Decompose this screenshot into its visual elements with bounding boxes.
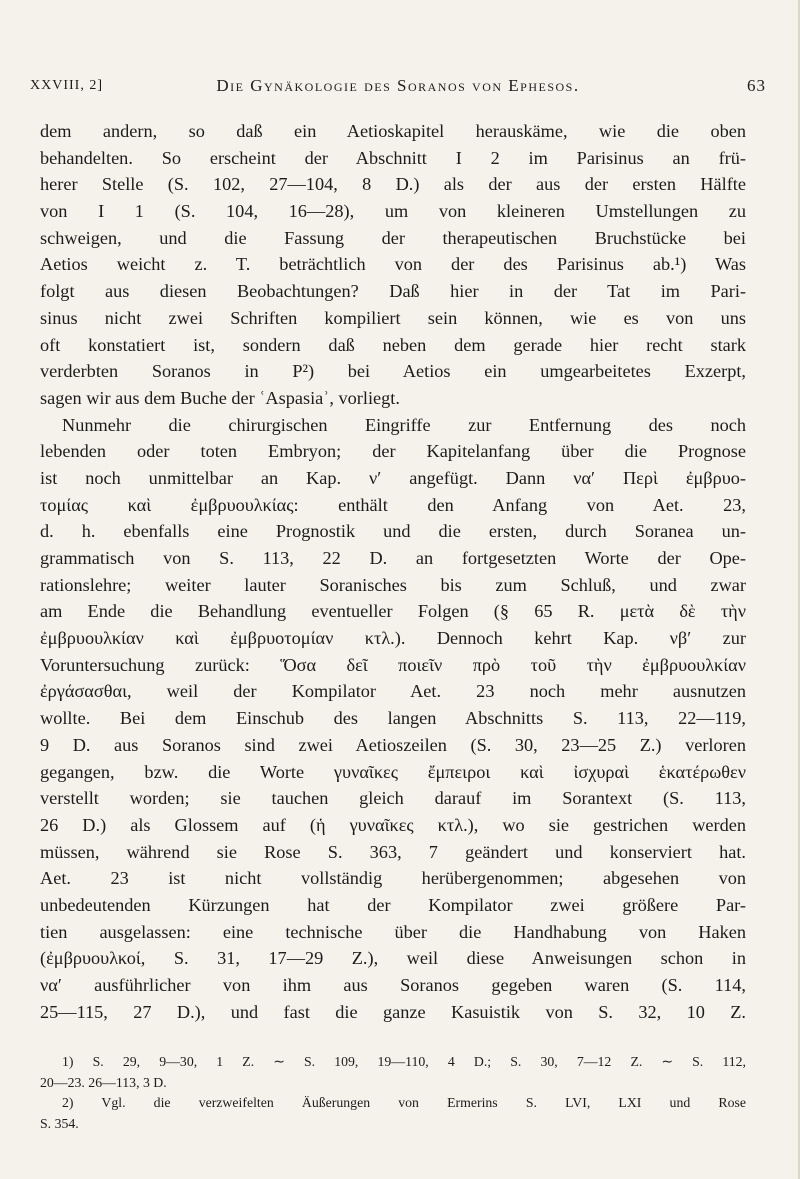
text-line: 26 D.) als Glossem auf (ἡ γυναῖκες κτλ.), wo sie gestrichen werden [40, 814, 746, 835]
text-line: sagen wir aus dem Buche der ʿAspasiaʾ, vorliegt. [40, 387, 400, 408]
text-line: oft konstatiert ist, sondern daß neben dem gerade hier recht stark [40, 334, 746, 355]
footnotes [40, 1052, 746, 1134]
running-title: Die Gynäkologie des Soranos von Ephesos. [216, 76, 580, 95]
text-line: Voruntersuchung zurück: Ὅσα δεῖ ποιεῖν πρὸ τοῦ τὴν ἐμβρυουλκίαν [40, 654, 746, 675]
text-line: d. h. ebenfalls eine Prognostik und die ersten, durch Soranea un- [40, 521, 746, 542]
text-line: wollte. Bei dem Einschub des langen Abschnitts S. 113, 22—119, [40, 708, 746, 729]
text-line: folgt aus diesen Beobachtungen? Daß hier in der Tat im Pari- [40, 281, 746, 302]
text-line: schweigen, und die Fassung der therapeutischen Bruchstücke bei [40, 227, 746, 248]
text-line: ist noch unmittelbar an Kap. ν′ angefügt. Dann να′ Περὶ ἐμβρυο- [40, 467, 746, 488]
text-line: grammatisch von S. 113, 22 D. an fortgesetzten Worte der Ope- [40, 548, 746, 568]
text-line: dem andern, so daß ein Aetioskapitel herauskäme, wie die oben [40, 121, 746, 141]
section-ref: XXVIII, 2] [30, 78, 103, 93]
text-line: müssen, während sie Rose S. 363, 7 geändert und konserviert hat. [40, 841, 746, 862]
text-line: Nunmehr die chirurgischen Eingriffe zur Entfernung des noch [62, 414, 746, 435]
text-line: lebenden oder toten Embryon; der Kapitelanfang über die Prognose [40, 441, 746, 462]
main-text [40, 118, 746, 1025]
text-line: να′ ausführlicher von ihm aus Soranos gegeben waren (S. 114, [40, 975, 746, 995]
text-line: 25—115, 27 D.), und fast die ganze Kasuistik von S. 32, 10 Z. [40, 1001, 746, 1022]
text-line: τομίας καὶ ἐμβρυουλκίας: enthält den Anfang von Aet. 23, [40, 494, 746, 515]
text-line: unbedeutenden Kürzungen hat der Kompilator zwei größere Par- [40, 894, 746, 915]
text-line: verderbten Soranos in P²) bei Aetios ein umgearbeitetes Exzerpt, [40, 361, 746, 382]
text-line: am Ende die Behandlung eventueller Folgen (§ 65 R. μετὰ δὲ τὴν [40, 601, 746, 622]
page-number: 63 [747, 76, 766, 95]
text-line: verstellt worden; sie tauchen gleich darauf im Sorantext (S. 113, [40, 788, 746, 809]
text-line: herer Stelle (S. 102, 27—104, 8 D.) als der aus der ersten Hälfte [40, 174, 746, 195]
text-line: ἐργάσασθαι, weil der Kompilator Aet. 23 noch mehr ausnutzen [40, 681, 746, 702]
footnote-line: 2) Vgl. die verzweifelten Äußerungen von Ermerins S. LVI, LXI und Rose [62, 1095, 746, 1110]
text-line: von I 1 (S. 104, 16—28), um von kleineren Umstellungen zu [40, 201, 746, 222]
text-line: (ἐμβρυουλκοί, S. 31, 17—29 Z.), weil diese Anweisungen schon in [40, 948, 746, 969]
footnote-line: 20—23. 26—113, 3 D. [40, 1074, 167, 1090]
text-line: 9 D. aus Soranos sind zwei Aetioszeilen (S. 30, 23—25 Z.) verloren [40, 734, 746, 755]
text-line: sinus nicht zwei Schriften kompiliert sein können, wie es von uns [40, 307, 746, 328]
footnote-line: S. 354. [40, 1115, 79, 1131]
text-line: tien ausgelassen: eine technische über die Handhabung von Haken [40, 921, 746, 942]
running-header [30, 76, 766, 104]
text-line: ἐμβρυουλκίαν καὶ ἐμβρυοτομίαν κτλ.). Dennoch kehrt Kap. νβ′ zur [40, 628, 746, 649]
text-line: Aet. 23 ist nicht vollständig herübergenommen; abgesehen von [40, 868, 746, 889]
footnote-line: 1) S. 29, 9—30, 1 Z. ∼ S. 109, 19—110, 4 D.; S. 30, 7—12 Z. ∼ S. 112, [62, 1054, 746, 1069]
text-line: gegangen, bzw. die Worte γυναῖκες ἔμπειροι καὶ ἰσχυραὶ ἑκατέρωθεν [40, 761, 746, 782]
text-line: behandelten. So erscheint der Abschnitt I 2 im Parisinus an frü- [40, 147, 746, 168]
text-line: rationslehre; weiter lauter Soranisches bis zum Schluß, und zwar [40, 574, 746, 595]
text-line: Aetios weicht z. T. beträchtlich von der des Parisinus ab.¹) Was [40, 254, 746, 275]
